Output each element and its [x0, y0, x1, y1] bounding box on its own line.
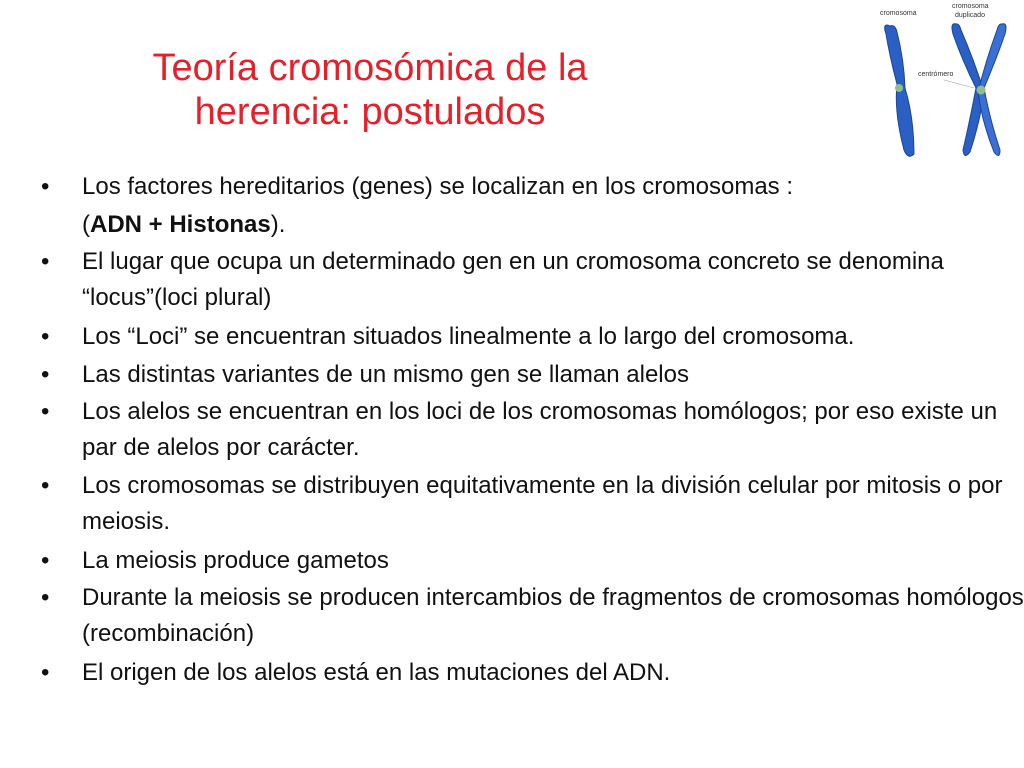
label-duplicated-line-1: cromosoma — [952, 3, 989, 10]
bullet-text: Los cromosomas se distribuyen equitativamente en la división celular por mitosis o por meiosis. — [82, 472, 1003, 535]
bullet-item — [38, 654, 1024, 692]
label-chromosome: cromosoma — [880, 10, 917, 17]
bullet-text: Los factores hereditarios (genes) se localizan en los cromosomas : — [82, 173, 793, 200]
slide-title — [60, 46, 680, 134]
label-centromere: centrómero — [918, 71, 954, 78]
centromere-pointer-line — [944, 80, 974, 88]
bullet-dot: • — [41, 248, 50, 275]
chromosome-illustration — [860, 0, 1024, 165]
label-duplicated-line-2: duplicado — [955, 12, 985, 19]
bullet-dot: • — [41, 472, 50, 499]
bullet-item — [38, 542, 1024, 580]
bullet-dot: • — [41, 323, 50, 350]
bullet-item — [38, 394, 1024, 466]
chromosome-diagram-svg — [860, 0, 1024, 165]
bullet-text: Los “Loci” se encuentran situados linealmente a lo largo del cromosoma. — [82, 323, 855, 350]
bullet-dot: • — [41, 584, 50, 611]
centromere-marker-duplicated — [977, 86, 986, 95]
bullet-item — [38, 244, 1024, 316]
bullet-text: El origen de los alelos está en las mutaciones del ADN. — [82, 659, 671, 686]
duplicated-chromosome — [952, 24, 1006, 156]
paren-close: ). — [270, 211, 286, 238]
bullet-item — [38, 356, 1024, 394]
postulates-list — [38, 168, 1024, 692]
bullet-dot: • — [41, 659, 50, 686]
bullet-dot: • — [41, 361, 50, 388]
centromere-marker-single — [895, 84, 903, 92]
bullet-bold-text: ADN + Histonas — [90, 211, 271, 238]
paren-open: ( — [82, 211, 90, 238]
title-line-2: herencia: postulados — [194, 91, 546, 133]
title-line-1: Teoría cromosómica de la — [152, 47, 588, 89]
bullet-item — [38, 580, 1024, 652]
bullet-text: Los alelos se encuentran en los loci de los cromosomas homólogos; por eso existe un par de alelos por carácter. — [82, 398, 998, 461]
bullet-text: El lugar que ocupa un determinado gen en un cromosoma concreto se denomina “locus”(loci plural) — [82, 248, 944, 311]
bullet-dot: • — [41, 547, 50, 574]
single-chromosome — [885, 25, 914, 156]
bullet-item — [38, 318, 1024, 356]
bullet-item — [38, 168, 1024, 206]
bullet-item — [38, 468, 1024, 540]
bullet-continuation — [38, 206, 1024, 244]
bullet-dot: • — [41, 398, 50, 425]
bullet-text: Durante la meiosis se producen intercambios de fragmentos de cromosomas homólogos (recombinación) — [82, 584, 1024, 647]
bullet-text: La meiosis produce gametos — [82, 547, 389, 574]
bullet-dot: • — [41, 173, 50, 200]
bullet-text: Las distintas variantes de un mismo gen se llaman alelos — [82, 361, 689, 388]
